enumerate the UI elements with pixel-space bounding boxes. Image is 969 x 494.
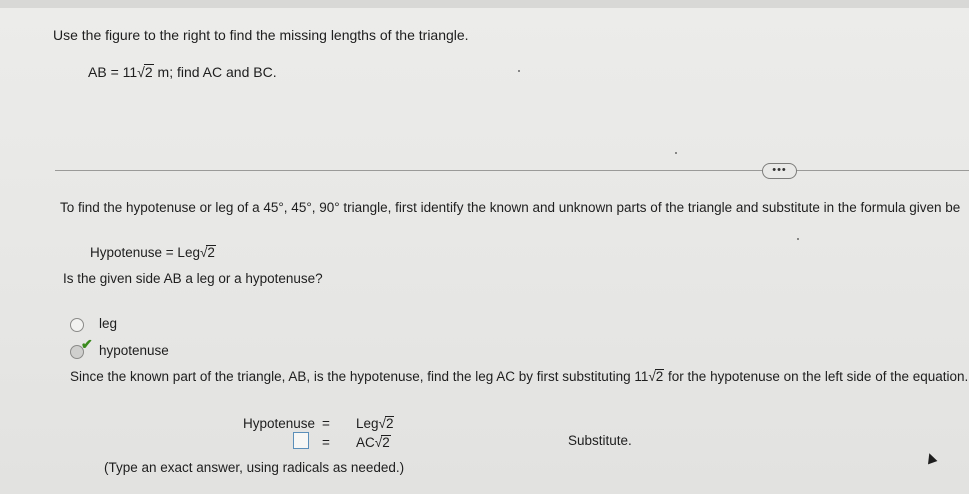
- formula-line: [90, 245, 216, 260]
- top-strip: [0, 0, 969, 8]
- sqrt-symbol: √: [378, 416, 386, 431]
- formula-radicand: 2: [207, 245, 215, 260]
- sqrt-symbol: √: [374, 435, 383, 450]
- decor-dot: [797, 238, 799, 240]
- substitution-prefix: Since the known part of the triangle, AB, is the hypotenuse, find the leg AC by first substituting 11: [70, 369, 649, 384]
- eq1-left: Hypotenuse: [243, 416, 316, 431]
- sqrt-symbol: √: [137, 64, 145, 80]
- formula-prefix: Hypotenuse = Leg: [90, 245, 200, 260]
- sqrt-symbol: √: [648, 369, 656, 384]
- substitute-label: Substitute.: [568, 433, 632, 448]
- section-divider: [55, 170, 969, 171]
- eq1-right: [356, 416, 394, 431]
- correct-check-icon: ✔: [81, 336, 93, 352]
- decor-dot: [518, 70, 520, 72]
- given-statement: [88, 64, 277, 80]
- option-leg-label[interactable]: leg: [99, 316, 118, 331]
- radio-leg[interactable]: [70, 318, 84, 332]
- leg-or-hypotenuse-question: Is the given side AB a leg or a hypotenuse?: [63, 271, 323, 286]
- eq2-right: [356, 435, 391, 450]
- sqrt-symbol: √: [199, 245, 208, 260]
- question-prompt: Use the figure to the right to find the missing lengths of the triangle.: [53, 27, 469, 43]
- answer-instruction: (Type an exact answer, using radicals as needed.): [104, 460, 405, 475]
- decor-dot: [675, 152, 677, 154]
- eq1-equals: =: [322, 416, 330, 431]
- eq2-equals: =: [322, 435, 330, 450]
- show-more-button[interactable]: •••: [762, 163, 797, 179]
- substitution-instruction: [70, 369, 968, 384]
- option-hypotenuse-label[interactable]: hypotenuse: [99, 343, 169, 358]
- answer-input-box[interactable]: [293, 432, 309, 449]
- eq1-right-prefix: Leg: [356, 416, 379, 431]
- given-suffix: m; find AC and BC.: [153, 64, 277, 80]
- given-radicand: 2: [144, 64, 153, 80]
- eq1-right-radicand: 2: [385, 416, 394, 431]
- given-prefix: AB = 11: [88, 64, 138, 80]
- substitution-suffix: for the hypotenuse on the left side of the equation.: [664, 369, 969, 384]
- help-intro: To find the hypotenuse or leg of a 45°, 45°, 90° triangle, first identify the known and unknown parts of the triangle and substitute in the formula given be: [60, 200, 961, 215]
- eq2-right-prefix: AC: [356, 435, 375, 450]
- eq2-right-radicand: 2: [382, 435, 390, 450]
- substitution-radicand: 2: [655, 369, 664, 384]
